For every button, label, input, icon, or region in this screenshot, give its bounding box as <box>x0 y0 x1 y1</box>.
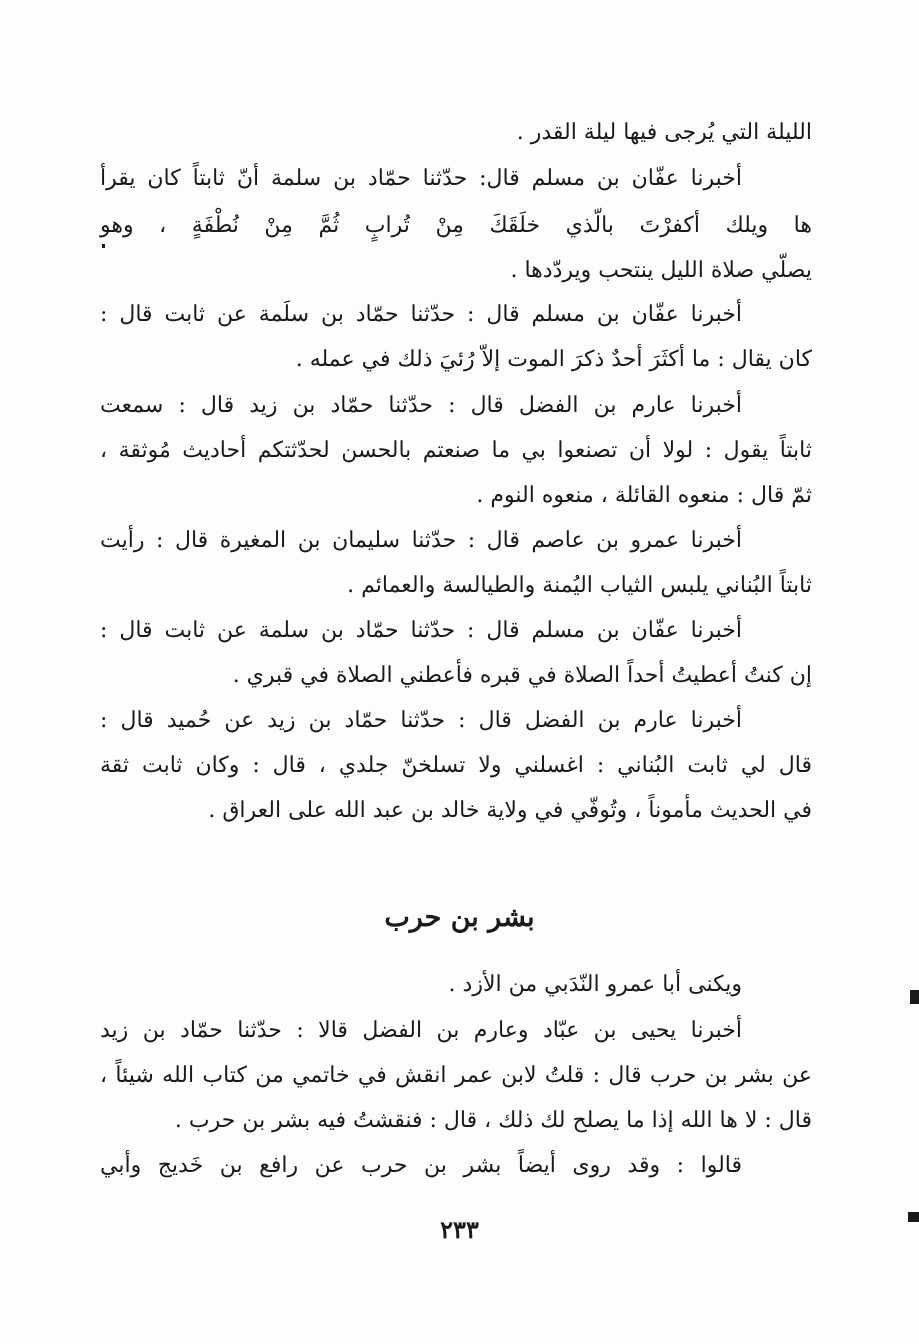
text-line: قالوا : وقد روى أيضاً بشر بن حرب عن رافع بن خَديج وأبي <box>100 1153 742 1178</box>
text-line: أخبرنا عفّان بن مسلم قال : حدّثنا حمّاد بن سلمة عن ثابت قال : <box>100 618 742 643</box>
scan-edge-mark <box>908 1212 919 1222</box>
page-number: ٢٣٣ <box>440 1215 479 1244</box>
text-line: أخبرنا عمرو بن عاصم قال : حدّثنا سليمان بن المغيرة قال : رأيت <box>100 528 742 553</box>
text-line: عن بشر بن حرب قال : قلتُ لابن عمر انقش في خاتمي من كتاب الله شيئاً ، <box>100 1063 812 1088</box>
text-line: أخبرنا عفّان بن مسلم قال: حدّثنا حمّاد بن سلمة أنّ ثابتاً كان يقرأ <box>100 166 742 191</box>
section-heading: بشر بن حرب <box>384 902 535 933</box>
text-line: أخبرنا عفّان بن مسلم قال : حدّثنا حمّاد بن سلَمة عن ثابت قال : <box>100 302 742 327</box>
text-line: الليلة التي يُرجى فيها ليلة القدر . <box>516 120 812 145</box>
scan-edge-mark <box>910 990 919 1004</box>
text-line: أخبرنا عارم بن الفضل قال : حدّثنا حمّاد بن زيد قال : سمعت <box>100 393 742 418</box>
text-line: في الحديث مأموناً ، وتُوفّي في ولاية خالد بن عبد الله على العراق . <box>208 798 812 823</box>
body-text-lower <box>100 0 812 1200</box>
text-line: قال : لا ها الله إذا ما يصلح لك ذلك ، قال : فنقشتُ فيه بشر بن حرب . <box>174 1108 812 1133</box>
text-line: أخبرنا عارم بن الفضل قال : حدّثنا حمّاد بن زيد عن حُميد قال : <box>100 708 742 733</box>
text-line: ويكنى أبا عمرو النّدَبي من الأزد . <box>448 972 742 997</box>
text-line: يصلّي صلاة الليل ينتحب ويردّدها . <box>510 258 812 283</box>
text-line: ثابتاً البُناني يلبس الثياب اليُمنة والطيالسة والعمائم . <box>347 573 812 598</box>
text-line: ثمّ قال : منعوه القائلة ، منعوه النوم . <box>476 483 812 508</box>
text-line: كان يقال : ما أكثَرَ أحدٌ ذكرَ الموت إلاّ رُئيَ ذلك في عمله . <box>295 347 812 372</box>
text-line: ثابتاً يقول : لولا أن تصنعوا بي ما صنعتم بالحسن لحدّثتكم أحاديث مُوثقة ، <box>100 438 812 463</box>
text-line: أخبرنا يحيى بن عبّاد وعارم بن الفضل قالا : حدّثنا حمّاد بن زيد <box>100 1018 742 1043</box>
text-line: إن كنتُ أعطيتُ أحداً الصلاة في قبره فأعطني الصلاة في قبري . <box>232 663 812 688</box>
text-line: ها ويلك أكفرْتَ بالّذي خلَقَكَ مِنْ تُرابٍ ثُمَّ مِنْ نُطْفَةٍ ، وهو <box>100 213 812 238</box>
text-line: قال لي ثابت البُناني : اغسلني ولا تسلخنّ جلدي ، قال : وكان ثابت ثقة <box>100 753 812 778</box>
scan-edge-mark <box>102 244 105 248</box>
